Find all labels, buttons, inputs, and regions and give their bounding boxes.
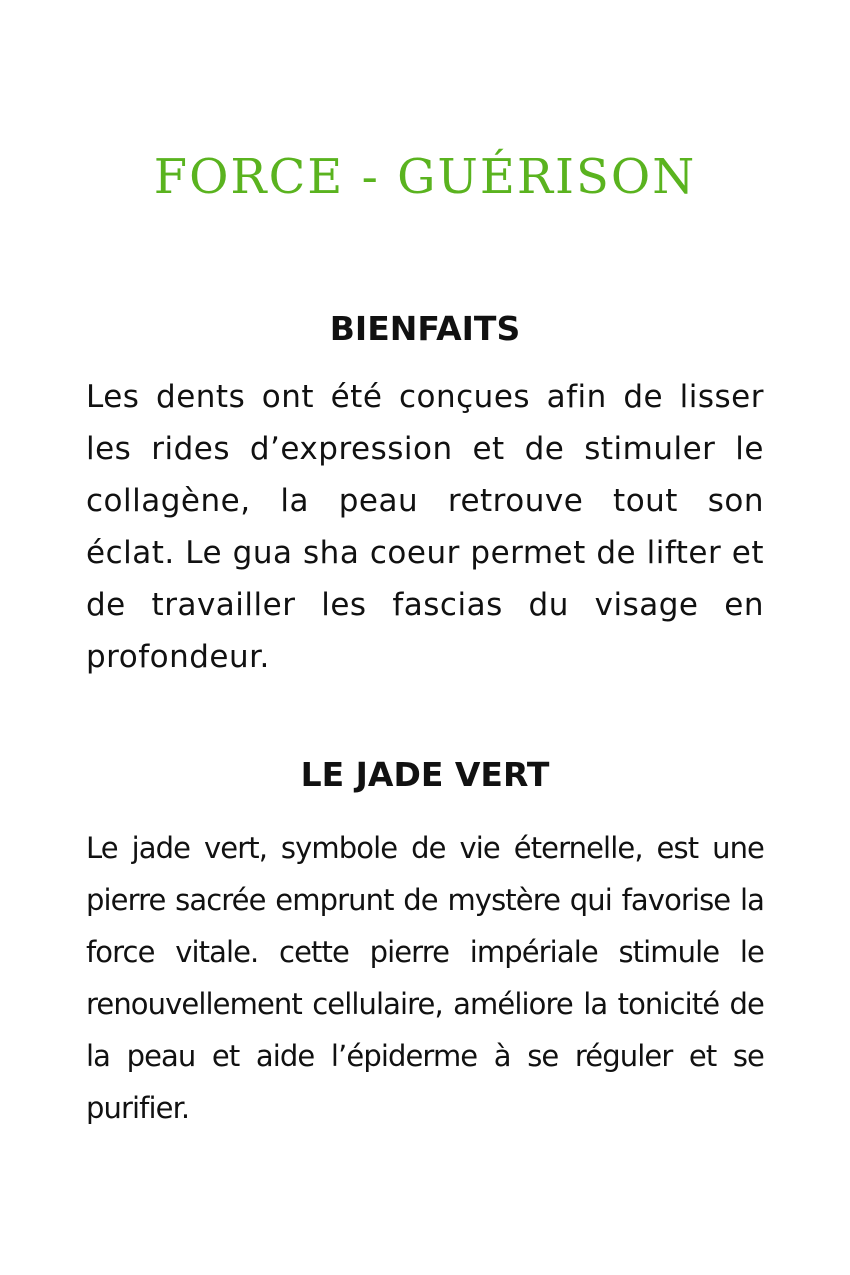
section-heading-bienfaits: BIENFAITS xyxy=(329,309,521,348)
section-text-jade-vert: Le jade vert, symbole de vie éternelle, est une pierre sacrée emprunt de mystère qui favorise la force vitale. cette pierre impériale stimule le renouvellement cellulaire, améliore la tonicité de la peau et aide l’épiderme à se réguler et se purifier. xyxy=(86,831,764,1125)
section-heading-jade-vert: LE JADE VERT xyxy=(300,755,550,794)
section-text-bienfaits: Les dents ont été conçues afin de lisser les rides d’expression et de stimuler le collagène, la peau retrouve tout son éclat. Le gua sha coeur permet de lifter et de travailler les fascias du visage en profondeur. xyxy=(86,379,764,675)
page-title: FORCE - GUÉRISON xyxy=(153,149,697,205)
